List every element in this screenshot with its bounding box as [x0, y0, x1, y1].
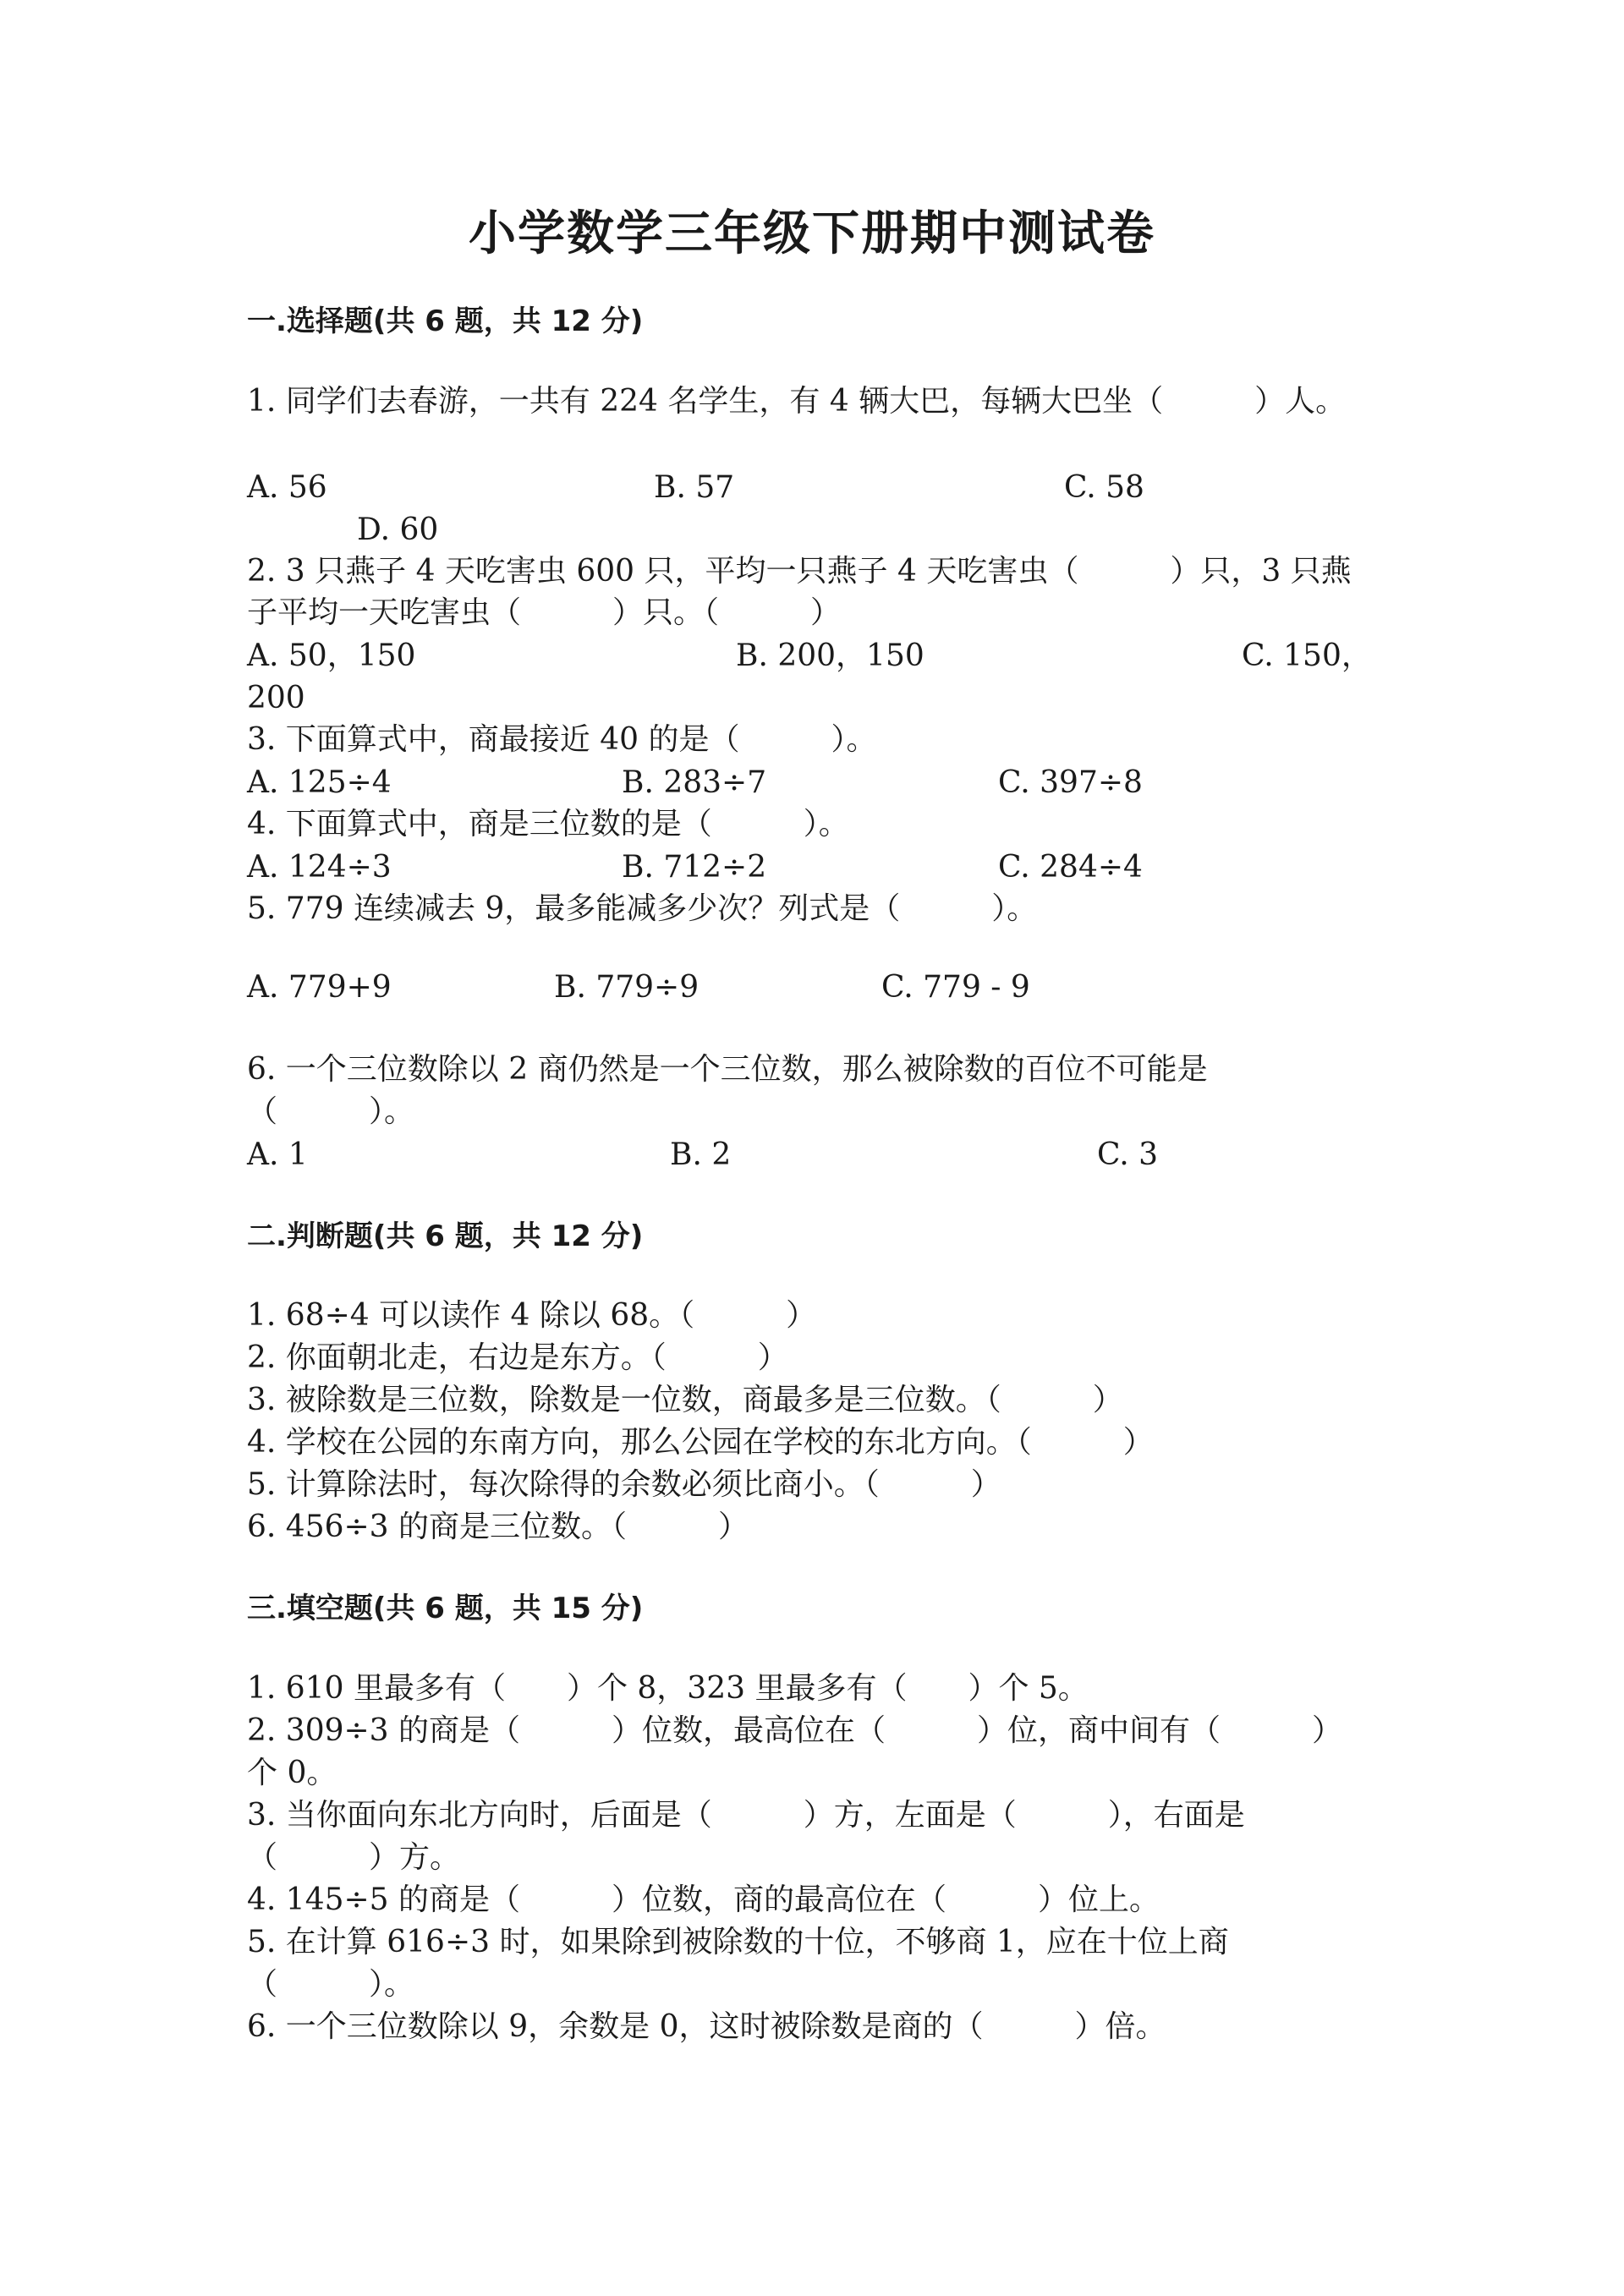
option-d: D. 60: [357, 512, 439, 547]
question-text: 6. 一个三位数除以 2 商仍然是一个三位数，那么被除数的百位不可能是: [247, 1052, 1208, 1087]
judgment-item: 1. 68÷4 可以读作 4 除以 68。（ ）: [247, 1298, 817, 1333]
question-text-continued: 子平均一天吃害虫（ ）只。（ ）: [247, 595, 842, 630]
option-a: A. 124÷3: [247, 850, 392, 885]
section-heading-choice: 一.选择题(共 6 题，共 12 分): [247, 304, 644, 338]
option-b: B. 57: [654, 470, 735, 505]
fill-in-item-continued: （ ）。: [247, 1967, 415, 2002]
option-a: A. 125÷4: [247, 765, 392, 800]
option-c: C. 58: [1064, 470, 1144, 505]
fill-in-item-continued: 个 0。: [247, 1756, 337, 1790]
fill-in-item: 1. 610 里最多有（ ）个 8，323 里最多有（ ）个 5。: [247, 1671, 1089, 1706]
question-text-continued: （ ）。: [247, 1094, 415, 1129]
judgment-item: 5. 计算除法时，每次除得的余数必须比商小。（ ）: [247, 1467, 1001, 1502]
option-a: A. 779+9: [247, 970, 392, 1005]
option-a: A. 1: [247, 1137, 308, 1172]
judgment-item: 4. 学校在公园的东南方向，那么公园在学校的东北方向。（ ）: [247, 1425, 1154, 1460]
option-b: B. 779÷9: [554, 970, 700, 1005]
option-a: A. 56: [247, 470, 327, 505]
question-text: 1. 同学们去春游，一共有 224 名学生，有 4 辆大巴，每辆大巴坐（ ）人。: [247, 384, 1347, 419]
question-text: 5. 779 连续减去 9，最多能减多少次？列式是（ ）。: [247, 891, 1038, 926]
question-text: 3. 下面算式中，商最接近 40 的是（ ）。: [247, 722, 877, 757]
section-heading-judgment: 二.判断题(共 6 题，共 12 分): [247, 1219, 644, 1253]
fill-in-item: 3. 当你面向东北方向时，后面是（ ）方，左面是（ ），右面是: [247, 1798, 1245, 1833]
section-heading-fill-in: 三.填空题(共 6 题，共 15 分): [247, 1592, 644, 1625]
option-c: C. 284÷4: [998, 850, 1143, 885]
option-c: C. 779 - 9: [881, 970, 1030, 1005]
judgment-item: 3. 被除数是三位数，除数是一位数，商最多是三位数。（ ）: [247, 1383, 1123, 1417]
judgment-item: 6. 456÷3 的商是三位数。（ ）: [247, 1510, 749, 1544]
question-text: 2. 3 只燕子 4 天吃害虫 600 只，平均一只燕子 4 天吃害虫（ ）只，3 只燕: [247, 554, 1352, 589]
fill-in-item: 4. 145÷5 的商是（ ）位数，商的最高位在（ ）位上。: [247, 1882, 1160, 1917]
option-c: C. 150，: [1242, 638, 1372, 673]
option-b: B. 283÷7: [622, 765, 767, 800]
option-b: B. 712÷2: [622, 850, 767, 885]
fill-in-item: 5. 在计算 616÷3 时，如果除到被除数的十位，不够商 1，应在十位上商: [247, 1925, 1229, 1959]
fill-in-item: 6. 一个三位数除以 9，余数是 0，这时被除数是商的（ ）倍。: [247, 2009, 1166, 2044]
option-b: B. 200，150: [736, 638, 924, 673]
option-c: C. 397÷8: [998, 765, 1143, 800]
exam-title: 小学数学三年级下册期中测试卷: [469, 206, 1155, 261]
question-text: 4. 下面算式中，商是三位数的是（ ）。: [247, 807, 849, 841]
fill-in-item: 2. 309÷3 的商是（ ）位数，最高位在（ ）位，商中间有（ ）: [247, 1713, 1343, 1748]
fill-in-item-continued: （ ）方。: [247, 1840, 461, 1875]
option-b: B. 2: [670, 1137, 732, 1172]
option-c: C. 3: [1097, 1137, 1159, 1172]
judgment-item: 2. 你面朝北走，右边是东方。（ ）: [247, 1340, 788, 1375]
option-c-continued: 200: [247, 681, 305, 715]
option-a: A. 50，150: [247, 638, 416, 673]
